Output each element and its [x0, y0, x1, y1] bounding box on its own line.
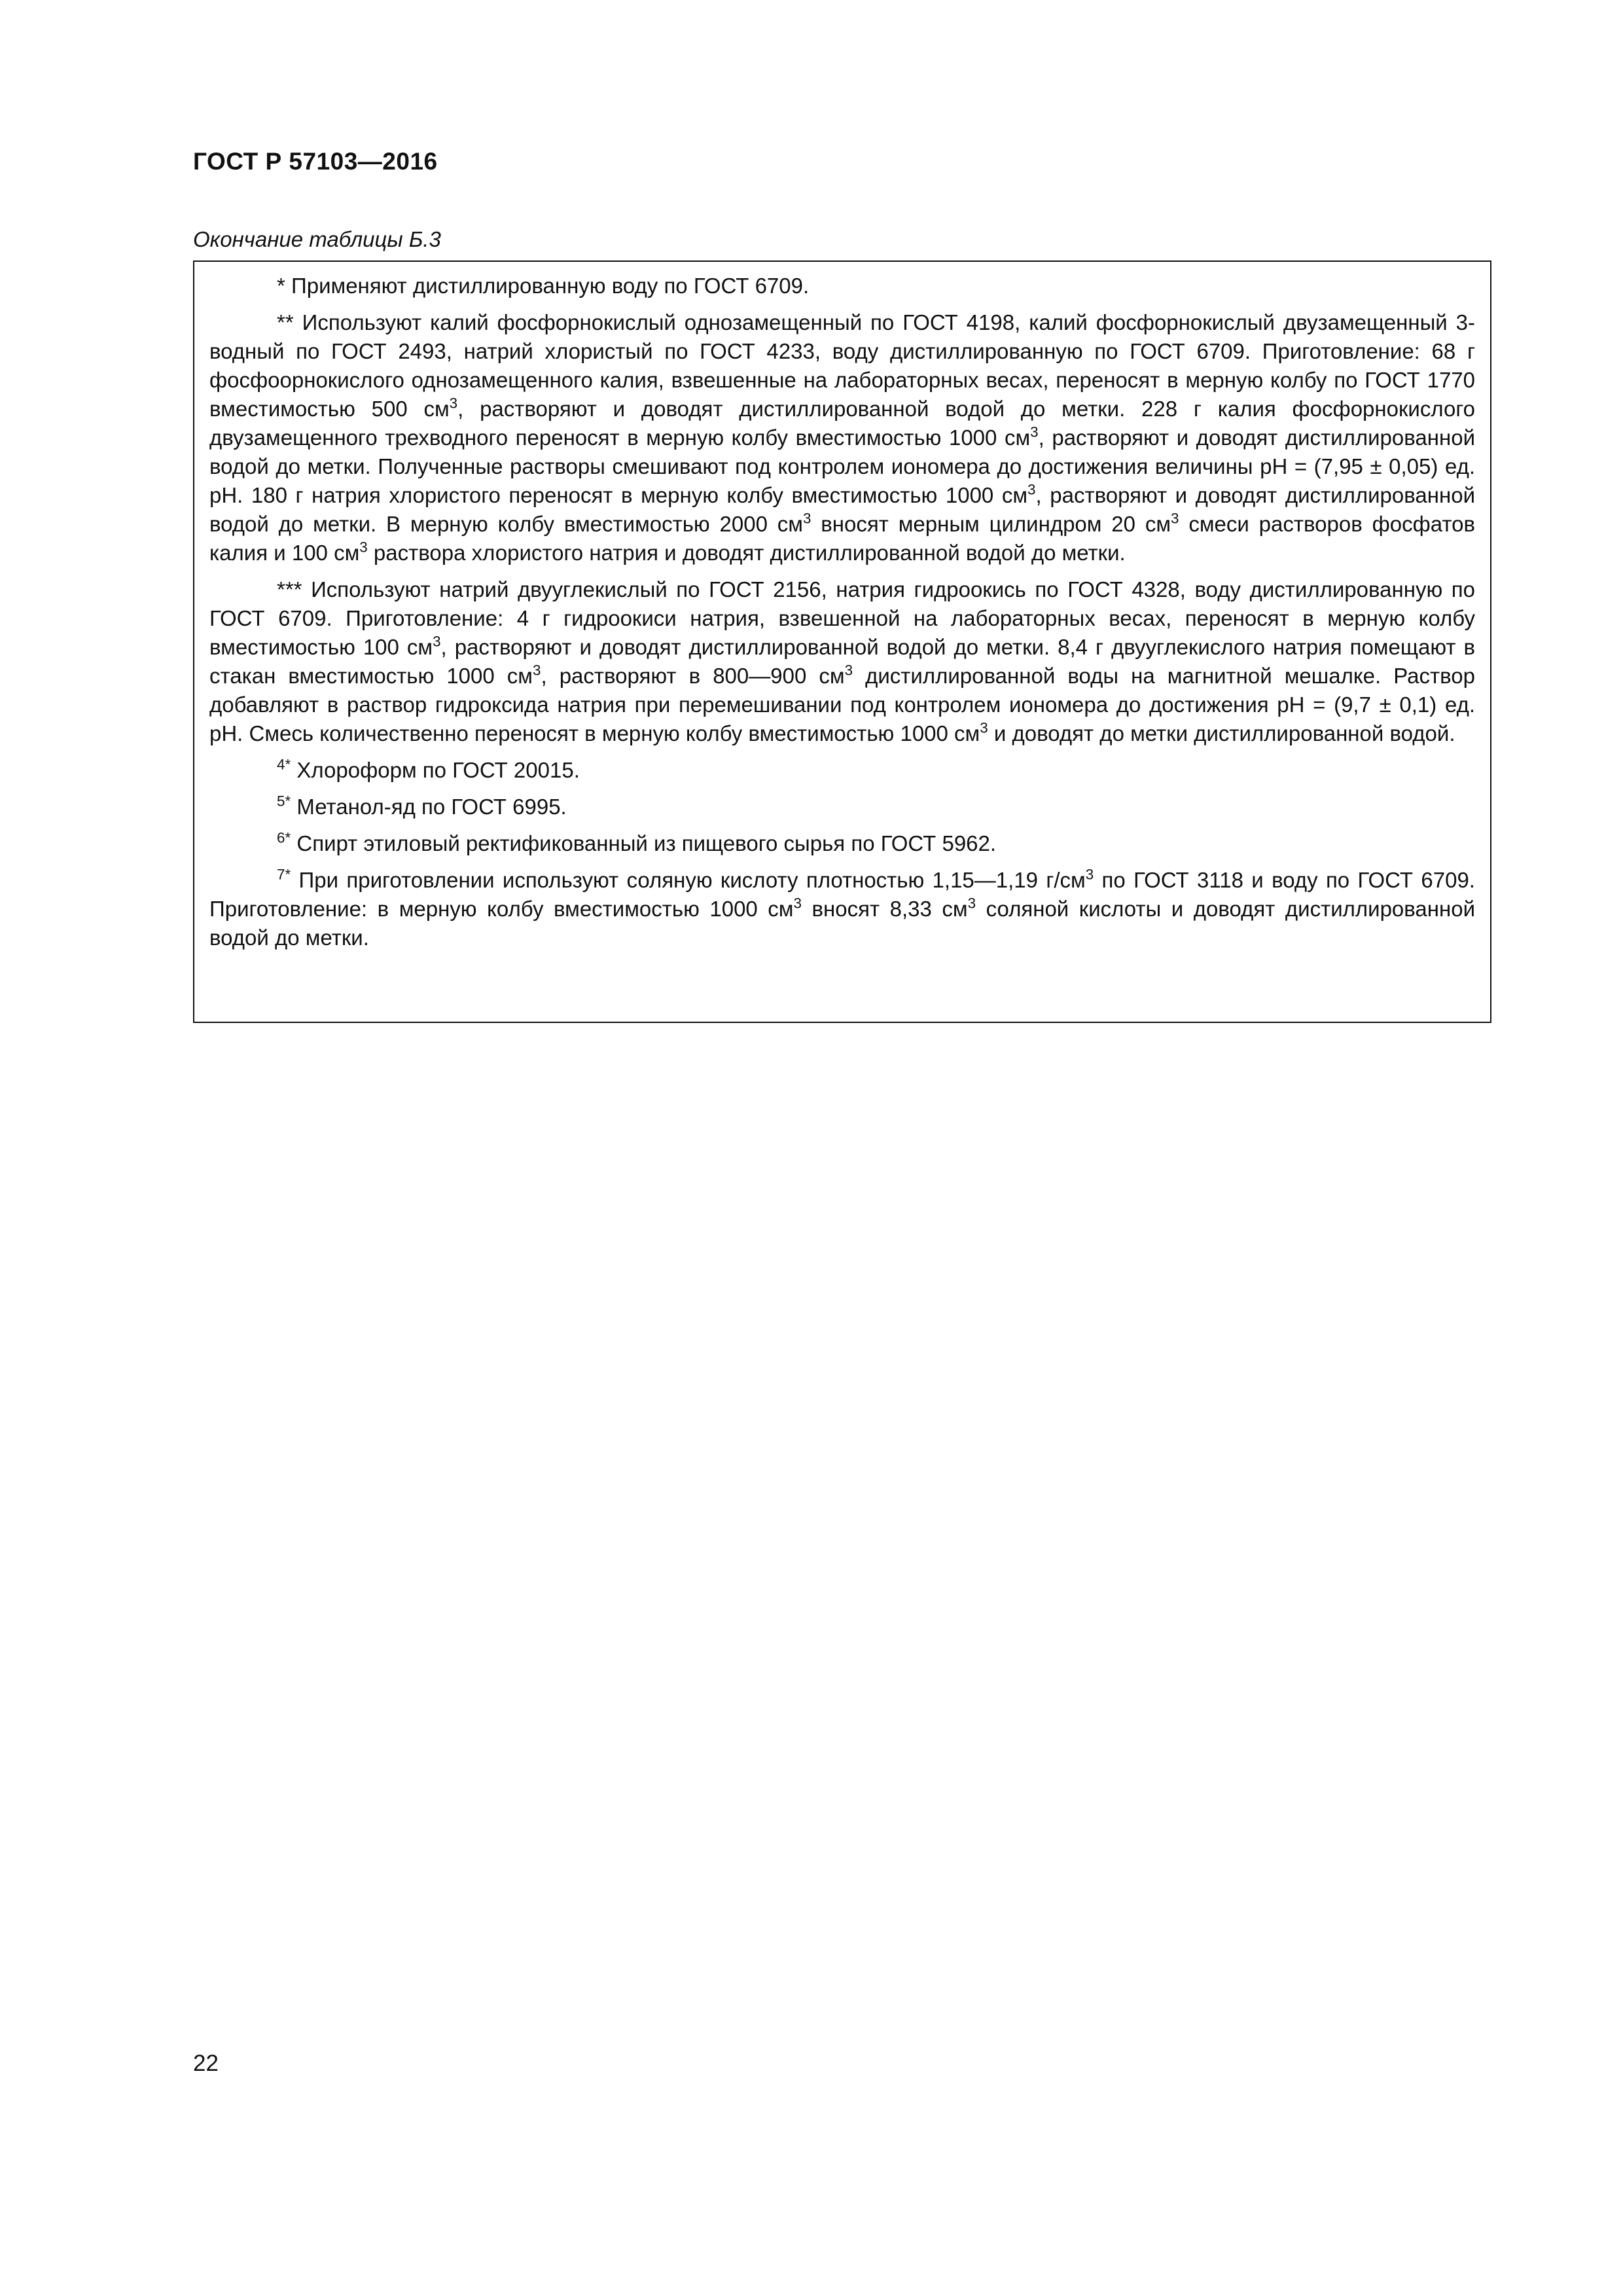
table-footnote: [209, 866, 1475, 952]
footnote-marker: ***: [277, 577, 302, 601]
footnote-text: , растворяют и доводят дистиллированной водой до метки. Полученные растворы смешивают под контролем иономера до достижения величины pH = (7,95 ± 0,05) ед. pH. 180 г натрия хлористого переносят в мерную колбу вместимостью 1000 см: [209, 425, 1476, 507]
table-footnote: [209, 756, 1475, 785]
superscript-exponent: 3: [433, 633, 441, 650]
footnote-text: дистиллированной воды на магнитной мешалке. Раствор добавляют в раствор гидроксида натрия при перемешивании под контролем иономера до достижения pH = (9,7 ± 0,1) ед. pH. Смесь количественно переносят в мерную колбу вместимостью 1000 см: [209, 664, 1475, 745]
footnote-text: Используют натрий двууглекислый по ГОСТ 2156, натрия гидроокись по ГОСТ 4328, воду дистиллированную по ГОСТ 6709. Приготовление: 4 г гидроокиси натрия, взвешенной на лабораторных весах, переносят в мерную колбу вместимостью 100 см: [209, 577, 1475, 659]
footnote-marker: 7*: [277, 866, 291, 883]
footnote-text: Метанол-яд по ГОСТ 6995.: [291, 795, 567, 819]
footnote-text: вносят 8,33 см: [801, 897, 968, 921]
table-footnote: [209, 793, 1475, 821]
superscript-exponent: 3: [793, 895, 802, 912]
footnote-marker: 5*: [277, 793, 291, 810]
footnote-text: соляной кислоты и доводят дистиллированной водой до метки.: [209, 897, 1476, 950]
table-caption: Окончание таблицы Б.3: [193, 227, 441, 251]
footnote-text: вносят мерным цилиндром 20 см: [811, 512, 1171, 536]
superscript-exponent: 3: [1171, 510, 1179, 527]
footnote-text: Спирт этиловый ректификованный из пищевого сырья по ГОСТ 5962.: [291, 831, 997, 855]
footnote-marker: 4*: [277, 756, 291, 773]
table-footnote: [209, 829, 1475, 858]
superscript-exponent: 3: [1030, 423, 1039, 440]
footnote-text: , растворяют в 800—900 см: [541, 664, 845, 688]
document-header-code: ГОСТ Р 57103—2016: [193, 148, 438, 175]
footnote-marker: *: [277, 274, 285, 298]
footnote-text: смеси растворов фосфатов калия и 100 см: [209, 512, 1476, 565]
footnote-text: Хлороформ по ГОСТ 20015.: [291, 758, 580, 782]
table-notes-box: [193, 260, 1491, 1023]
table-footnote: [209, 272, 1475, 300]
footnote-text: раствора хлористого натрия и доводят дистиллированной водой до метки.: [367, 541, 1126, 565]
footnote-text: Применяют дистиллированную воду по ГОСТ 6709.: [285, 274, 810, 298]
footnote-text: При приготовлении используют соляную кислоту плотностью 1,15—1,19 г/см: [291, 868, 1086, 892]
footnote-text: , растворяют и доводят дистиллированной водой до метки. 8,4 г двууглекислого натрия помещают в стакан вместимостью 1000 см: [209, 635, 1475, 688]
superscript-exponent: 3: [844, 662, 853, 679]
footnote-text: , растворяют и доводят дистиллированной водой до метки. 228 г калия фосфорнокислого двузамещенного трехводного переносят в мерную колбу вместимостью 1000 см: [209, 397, 1475, 450]
footnote-text: Используют калий фосфорнокислый однозамещенный по ГОСТ 4198, калий фосфорнокислый двузамещенный 3-водный по ГОСТ 2493, натрий хлористый по ГОСТ 4233, воду дистиллированную по ГОСТ 6709. Приготовление: 68 г фосфоорнокислого однозамещенного калия, взвешенные на лабораторных весах, переносят в мерную колбу по ГОСТ 1770 вместимостью 500 см: [209, 310, 1475, 421]
superscript-exponent: 3: [359, 539, 368, 556]
superscript-exponent: 3: [532, 662, 541, 679]
footnote-text: по ГОСТ 3118 и воду по ГОСТ 6709. Приготовление: в мерную колбу вместимостью 1000 см: [209, 868, 1475, 921]
superscript-exponent: 3: [967, 895, 976, 912]
footnote-text: , растворяют и доводят дистиллированной водой до метки. В мерную колбу вместимостью 2000 см: [209, 483, 1476, 536]
superscript-exponent: 3: [1085, 866, 1094, 883]
footnote-text: и доводят до метки дистиллированной водой.: [988, 721, 1455, 745]
page-number: 22: [193, 2051, 219, 2076]
superscript-exponent: 3: [1027, 481, 1036, 498]
table-footnote: [209, 575, 1475, 748]
footnote-marker: 6*: [277, 829, 291, 846]
footnote-marker: **: [277, 310, 294, 334]
table-footnote: [209, 308, 1475, 567]
superscript-exponent: 3: [449, 395, 458, 412]
superscript-exponent: 3: [802, 510, 812, 527]
superscript-exponent: 3: [980, 719, 988, 736]
